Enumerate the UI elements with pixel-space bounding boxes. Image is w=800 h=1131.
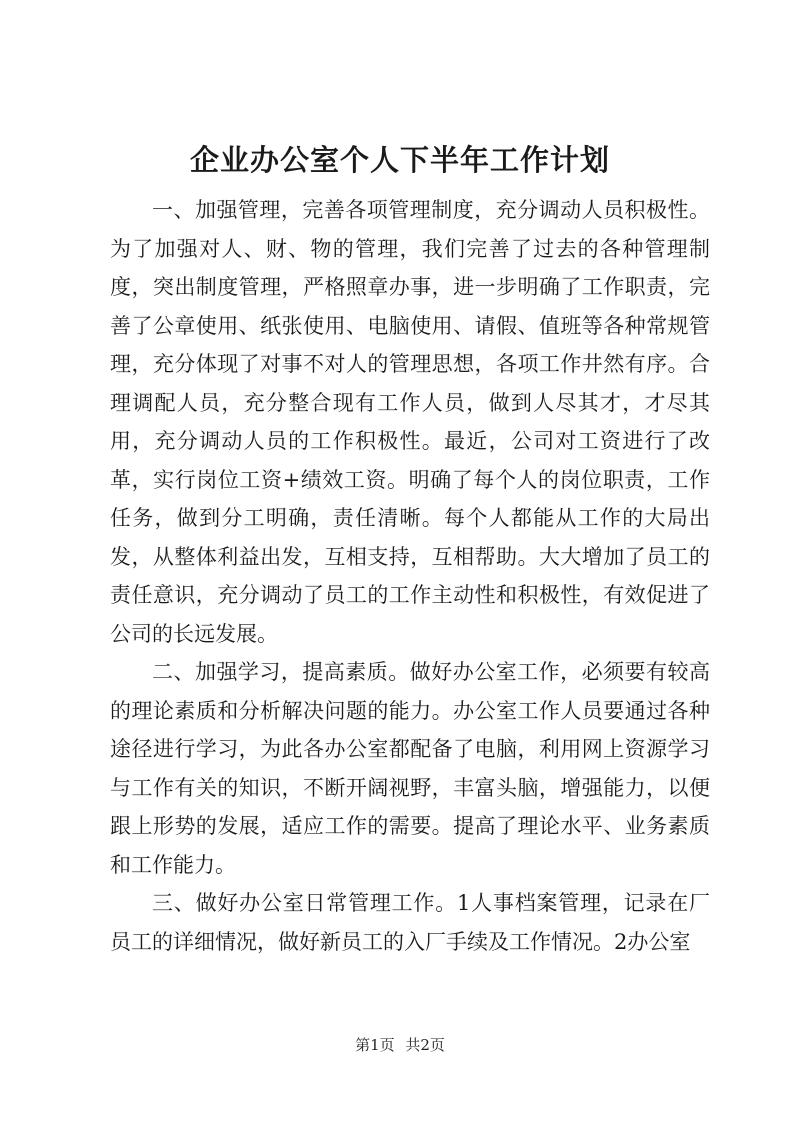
paragraph-management: 一、加强管理，完善各项管理制度，充分调动人员积极性。为了加强对人、财、物的管理，我们完善了过去的各种管理制度，突出制度管理，严格照章办事，进一步明确了工作职责，完善了公章使用、纸张使用、电脑使用、请假、值班等各种常规管理，充分体现了对事不对人的管理思想，各项工作井然有序。合理调配人员，充分整合现有工作人员，做到人尽其才，才尽其用，充分调动人员的工作积极性。最近，公司对工资进行了改革，实行岗位工资+绩效工资。明确了每个人的岗位职责，工作任务，做到分工明确，责任清晰。每个人都能从工作的大局出发，从整体利益出发，互相支持，互相帮助。大大增加了员工的责任意识，充分调动了员工的工作主动性和积极性，有效促进了公司的长远发展。 <box>110 198 710 646</box>
paragraph-learning: 二、加强学习，提高素质。做好办公室工作，必须要有较高的理论素质和分析解决问题的能力。办公室工作人员要通过各种途径进行学习，为此各办公室都配备了电脑，利用网上资源学习与工作有关的知识，不断开阔视野，丰富头脑，增强能力，以便跟上形势的发展，适应工作的需要。提高了理论水平、业务素质和工作能力。 <box>110 660 710 877</box>
paragraph-daily-work: 三、做好办公室日常管理工作。1人事档案管理，记录在厂员工的详细情况，做好新员工的入厂手续及工作情况。2办公室 <box>110 891 710 954</box>
page-number-total: 共2页 <box>405 1036 445 1054</box>
document-body <box>110 191 710 961</box>
page-number-current: 第1页 <box>355 1036 395 1054</box>
page-footer <box>0 1035 800 1055</box>
document-title: 企业办公室个人下半年工作计划 <box>189 143 610 177</box>
